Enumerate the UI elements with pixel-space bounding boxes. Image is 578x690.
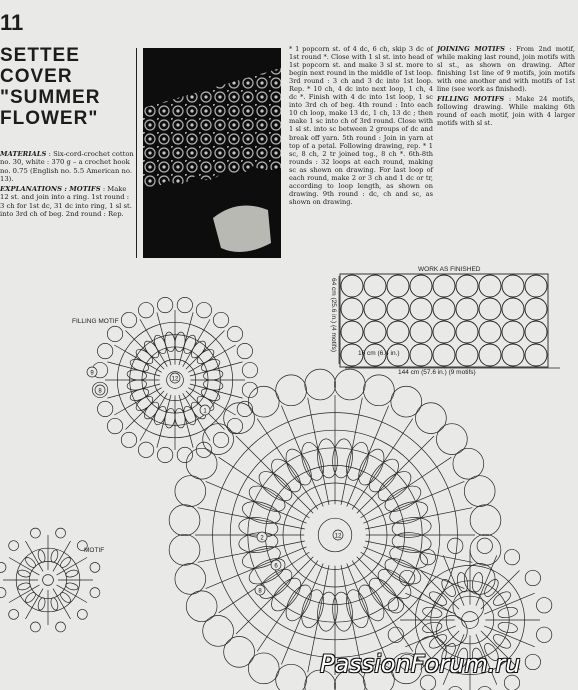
- edge-picot: [242, 362, 257, 377]
- edge-picot: [175, 563, 206, 594]
- stitch-spoke: [361, 552, 452, 613]
- edge-picot: [97, 343, 112, 358]
- instructions-column: * 1 popcorn st. of 4 dc, 6 ch, skip 3 dc of 1st round *. Close with 1 sl st. into head of 1st popcorn st. and make 3 sl st. more to begin next round in the middle of 1st loop. 3rd round : 3 ch and 3 dc into 1st loop. Rep. * 10 ch, 4 dc into next loop, 1 ch, 4 dc *. Finish with 4 dc into 1st loop, 1 sc into 3rd ch of beg. 4th round : Into each 10 ch loop, make 13 dc, 1 ch, 13 dc ; then make 1 sc into ch of 3rd round. Close with 1 sl st. into sc between 2 groups of dc and break off yarn. 5th round : Join in yarn at top of a petal. Following drawing, rep. * 1 sc, 8 ch, 2 tr joined tog., 8 ch *. 6th-8th rounds : 32 loops at each round, making sc as shown on drawing. For last loop of each round, make 2 or 3 ch and 1 dc or tr, according to loop length, as shown on drawing. 9th round : dc, ch and sc, as shown on drawing.: [289, 45, 433, 206]
- edge-picot: [305, 369, 336, 400]
- edge-picot: [391, 386, 422, 417]
- stitch-diagram: [0, 297, 552, 690]
- stitch-spoke: [179, 395, 193, 448]
- layout-motif-circle: [364, 298, 386, 320]
- edge-picot: [203, 616, 234, 647]
- edge-picot: [138, 442, 153, 457]
- work-as-finished-label: WORK AS FINISHED: [418, 266, 481, 273]
- stitch-spoke: [257, 561, 318, 652]
- stitch-spoke: [26, 541, 44, 571]
- edge-picot: [177, 297, 192, 312]
- materials-head: MATERIALS: [0, 150, 47, 158]
- stitch-spoke: [484, 593, 534, 614]
- edge-picot: [157, 297, 172, 312]
- explanations-text: : Make 12 st. and join into a ring. 1st round : 3 ch for 1st dc, 31 dc into ring, 1 sl st. into 3rd ch of beg. 2nd round : Rep.: [0, 185, 132, 219]
- edge-picot: [97, 401, 112, 416]
- motif-size-label: 16 cm (6.4 in.): [358, 350, 400, 357]
- title-line: "SUMMER: [0, 87, 101, 108]
- edge-picot: [453, 448, 484, 479]
- layout-motif-circle: [525, 298, 547, 320]
- edge-picot: [448, 538, 463, 553]
- layout-motif-circle: [525, 321, 547, 343]
- layout-motif-circle: [502, 321, 524, 343]
- edge-picot: [30, 528, 40, 538]
- layout-motif-circle: [479, 344, 501, 366]
- stitch-spoke: [57, 558, 87, 576]
- petal-loop: [391, 531, 432, 554]
- round-marker-label: 8: [98, 388, 102, 395]
- petal-loop: [391, 516, 432, 539]
- round-marker-label: 12: [171, 376, 179, 383]
- stitch-spoke: [206, 481, 307, 523]
- edge-picot: [175, 476, 206, 507]
- edge-picot: [464, 476, 495, 507]
- petal-loop: [65, 569, 79, 578]
- edge-picot: [224, 403, 255, 434]
- stitch-spoke: [57, 585, 87, 603]
- title-line: FLOWER": [0, 108, 99, 129]
- stitch-spoke: [476, 555, 497, 605]
- layout-motif-circle: [479, 321, 501, 343]
- joining-head: JOINING MOTIFS: [437, 45, 505, 53]
- materials-text: : Six-cord-crochet cotton no. 30, white : 370 g – a crochet hook no. 0.75 (English no. 5.5 American no. 13).: [0, 150, 134, 183]
- stitch-spoke: [257, 419, 318, 510]
- edge-picot: [276, 664, 307, 690]
- stitch-spoke: [361, 457, 452, 518]
- stitch-spoke: [219, 457, 310, 518]
- layout-motif-circle: [479, 298, 501, 320]
- layout-motif-circle: [364, 275, 386, 297]
- watermark: PassionForum.ru: [320, 650, 521, 678]
- layout-motif-circle: [387, 321, 409, 343]
- edge-picot: [525, 570, 540, 585]
- edge-picot: [477, 538, 492, 553]
- stitch-spoke: [281, 406, 323, 507]
- stitch-spoke: [157, 312, 171, 365]
- layout-motif-circle: [410, 275, 432, 297]
- stitch-spoke: [363, 481, 464, 523]
- layout-motif-circle: [456, 321, 478, 343]
- layout-motif-circle: [433, 298, 455, 320]
- edge-picot: [453, 591, 484, 622]
- height-label: 64 cm (25.6 in.) (4 motifs): [330, 278, 337, 353]
- edge-picot: [416, 403, 447, 434]
- stitch-spoke: [107, 384, 160, 398]
- edge-picot: [186, 591, 217, 622]
- stitch-spoke: [26, 589, 44, 619]
- stitch-spoke: [352, 419, 413, 510]
- edge-picot: [536, 598, 551, 613]
- stitch-spoke: [219, 552, 310, 613]
- layout-motif-circle: [433, 321, 455, 343]
- edge-picot: [436, 424, 467, 455]
- layout-motif-circle: [502, 275, 524, 297]
- explanations-head: EXPLANATIONS : MOTIFS: [0, 185, 101, 194]
- edge-picot: [56, 528, 66, 538]
- petal-loop: [37, 597, 46, 611]
- stitch-spoke: [190, 384, 243, 398]
- petal-loop: [316, 591, 339, 632]
- stitch-spoke: [484, 626, 534, 647]
- layout-motif-circle: [456, 298, 478, 320]
- edge-picot: [504, 549, 519, 564]
- edge-picot: [213, 312, 228, 327]
- stitch-spoke: [9, 585, 39, 603]
- layout-motif-circle: [433, 344, 455, 366]
- petal-loop: [17, 569, 31, 578]
- round-marker-label: 12: [334, 533, 342, 540]
- stitch-spoke: [443, 555, 464, 605]
- edge-picot: [0, 588, 6, 598]
- petal-loop: [37, 549, 46, 563]
- layout-motif-circle: [433, 275, 455, 297]
- edge-picot: [237, 343, 252, 358]
- layout-motif-circle: [525, 344, 547, 366]
- stitch-spoke: [186, 331, 225, 370]
- stitch-spoke: [179, 312, 193, 365]
- stitch-spoke: [53, 541, 71, 571]
- stitch-spoke: [347, 406, 389, 507]
- layout-motif-circle: [456, 344, 478, 366]
- stitch-spoke: [126, 391, 165, 430]
- edge-picot: [248, 386, 279, 417]
- layout-motif-circle: [502, 344, 524, 366]
- edge-picot: [107, 418, 122, 433]
- edge-picot: [470, 534, 501, 565]
- stitch-spoke: [281, 563, 323, 664]
- petal-loop: [65, 582, 79, 591]
- petal-loop: [17, 582, 31, 591]
- edge-picot: [536, 627, 551, 642]
- edge-picot: [121, 432, 136, 447]
- edge-picot: [477, 686, 492, 690]
- stitch-spoke: [157, 395, 171, 448]
- round-marker-label: 9: [90, 370, 94, 377]
- title-line: COVER: [0, 66, 73, 87]
- stitch-spoke: [206, 547, 307, 589]
- edge-picot: [334, 369, 365, 400]
- joining-text: : From 2nd motif, while making last round, join motifs with sl st., as shown on drawing. After finishing 1st line of 9 motifs, join motifs with one another and with motifs of 1st line (see work as finished).: [437, 45, 575, 94]
- motif-label: MOTIF: [84, 547, 105, 554]
- layout-motif-circle: [479, 275, 501, 297]
- stitch-spoke: [126, 331, 165, 370]
- layout-motif-circle: [364, 321, 386, 343]
- petal-loop: [50, 597, 59, 611]
- filling-motif-label: FILLING MOTIF: [72, 318, 119, 325]
- page-number: 11: [0, 10, 24, 35]
- edge-picot: [363, 375, 394, 406]
- edge-picot: [107, 326, 122, 341]
- edge-picot: [56, 622, 66, 632]
- edge-picot: [169, 505, 200, 536]
- layout-motif-circle: [341, 321, 363, 343]
- round-marker-label: 2: [260, 535, 264, 542]
- layout-motif-circle: [410, 344, 432, 366]
- edge-picot: [90, 588, 100, 598]
- petal-loop: [50, 549, 59, 563]
- round-marker-label: 1: [203, 408, 207, 415]
- edge-picot: [213, 432, 228, 447]
- edge-picot: [224, 636, 255, 667]
- layout-motif-circle: [341, 275, 363, 297]
- edge-picot: [388, 598, 403, 613]
- layout-motif-circle: [410, 298, 432, 320]
- edge-picot: [157, 447, 172, 462]
- stitch-spoke: [53, 589, 71, 619]
- filling-text: : Make 24 motifs, following drawing. While making 6th round of each motif, join with 4 larger motifs with sl st.: [437, 95, 575, 128]
- stitch-spoke: [357, 557, 434, 634]
- edge-picot: [30, 622, 40, 632]
- edge-picot: [448, 686, 463, 690]
- width-label: 144 cm (57.6 in.) (9 motifs): [398, 369, 476, 376]
- petal-loop: [316, 438, 339, 479]
- layout-motif-circle: [456, 275, 478, 297]
- edge-picot: [525, 654, 540, 669]
- layout-motif-circle: [502, 298, 524, 320]
- edge-picot: [121, 312, 136, 327]
- edge-picot: [420, 549, 435, 564]
- edge-picot: [177, 447, 192, 462]
- edge-picot: [470, 505, 501, 536]
- edge-picot: [227, 418, 242, 433]
- edge-picot: [138, 302, 153, 317]
- edge-picot: [9, 541, 19, 551]
- stitch-spoke: [190, 362, 243, 376]
- round-marker-label: 8: [258, 588, 262, 595]
- edge-picot: [196, 302, 211, 317]
- stitch-spoke: [236, 436, 313, 513]
- edge-picot: [77, 609, 87, 619]
- stitch-spoke: [107, 362, 160, 376]
- petal-loop: [331, 438, 354, 479]
- stitch-spoke: [481, 571, 520, 610]
- layout-motif-circle: [341, 298, 363, 320]
- motif-flower: [0, 528, 100, 632]
- stitch-spoke: [9, 558, 39, 576]
- stitch-spoke: [357, 436, 434, 513]
- layout-motif-circle: [410, 321, 432, 343]
- layout-motif-circle: [525, 275, 547, 297]
- edge-picot: [0, 562, 6, 572]
- edge-picot: [169, 534, 200, 565]
- edge-picot: [248, 653, 279, 684]
- edge-picot: [186, 448, 217, 479]
- petal-loop: [331, 591, 354, 632]
- edge-picot: [276, 375, 307, 406]
- round-marker-label: 6: [274, 563, 278, 570]
- filling-head: FILLING MOTIFS: [437, 95, 505, 104]
- stitch-spoke: [421, 571, 460, 610]
- edge-picot: [227, 326, 242, 341]
- motif-ring: [43, 575, 54, 586]
- edge-picot: [9, 609, 19, 619]
- layout-motif-circle: [387, 298, 409, 320]
- edge-picot: [90, 562, 100, 572]
- title-line: SETTEE: [0, 45, 80, 66]
- layout-motif-circle: [387, 275, 409, 297]
